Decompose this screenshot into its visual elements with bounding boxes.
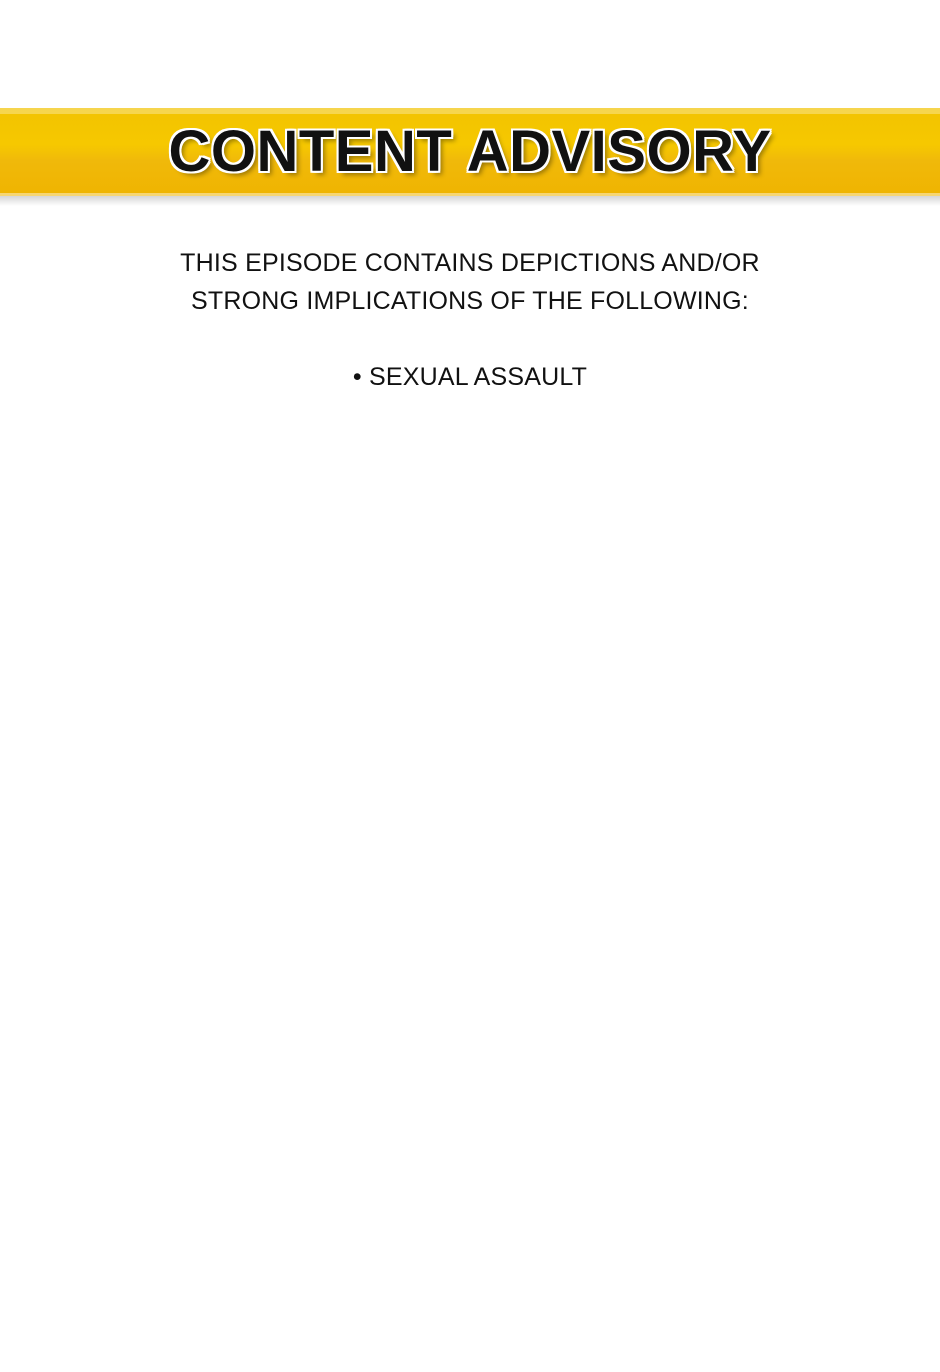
advisory-intro-line-1: THIS EPISODE CONTAINS DEPICTIONS AND/OR [180, 249, 760, 277]
top-margin [0, 0, 940, 108]
list-item: • SEXUAL ASSAULT [352, 363, 588, 391]
advisory-intro-line-2: STRONG IMPLICATIONS OF THE FOLLOWING: [191, 287, 749, 315]
advisory-item-list [0, 358, 940, 396]
page-title: CONTENT ADVISORY [168, 119, 772, 184]
advisory-body [0, 244, 940, 396]
banner-drop-shadow [0, 196, 940, 206]
content-advisory-banner [0, 108, 940, 196]
banner-highlight [0, 108, 940, 114]
